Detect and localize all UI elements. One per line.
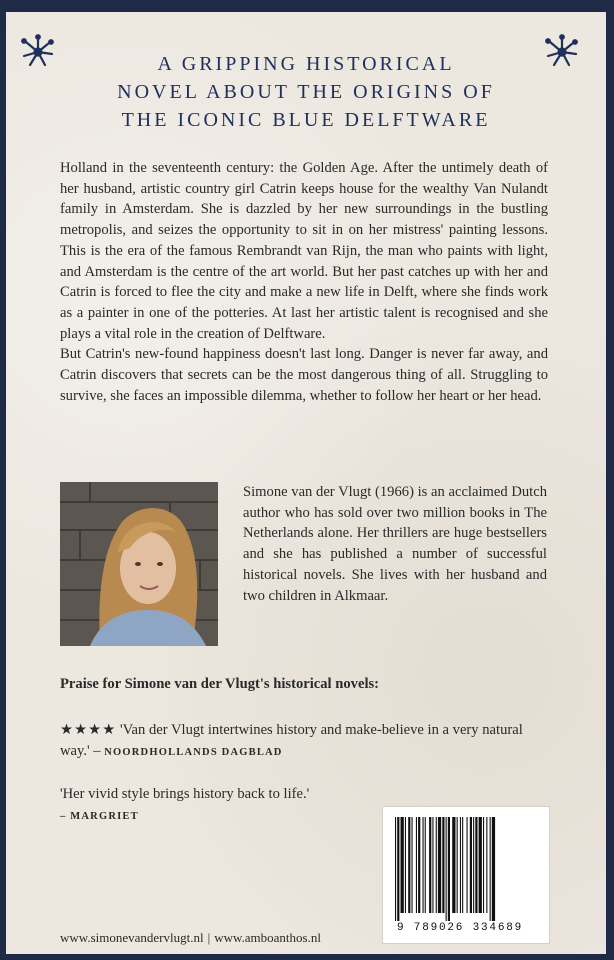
headline-line-2: NOVEL ABOUT THE ORIGINS OF bbox=[117, 81, 495, 103]
barcode-bar bbox=[486, 817, 487, 913]
author-photo bbox=[60, 482, 218, 646]
barcode-bar bbox=[467, 817, 468, 913]
author-website-link[interactable]: www.simonevandervlugt.nl bbox=[60, 930, 204, 945]
praise-heading: Praise for Simone van der Vlugt's historical novels: bbox=[60, 676, 380, 692]
barcode-bar bbox=[473, 817, 474, 913]
barcode-bar bbox=[442, 817, 444, 913]
review-quote-text: 'Her vivid style brings history back to life.' bbox=[60, 786, 310, 802]
barcode-bar bbox=[460, 817, 461, 913]
barcode-bar bbox=[423, 817, 424, 913]
barcode-bar bbox=[418, 817, 420, 913]
paper-panel bbox=[6, 12, 606, 954]
cover-edge bbox=[606, 0, 614, 960]
review-quote-text: 'Van der Vlugt intertwines history and make-believe in a very natural way.' – bbox=[60, 722, 523, 759]
isbn-barcode bbox=[382, 806, 550, 944]
barcode-bar bbox=[416, 817, 417, 913]
barcode-bar bbox=[395, 817, 396, 921]
footer-separator: | bbox=[207, 930, 211, 945]
barcode-bar bbox=[405, 817, 406, 913]
review-source: – MARGRIET bbox=[60, 811, 139, 822]
barcode-bar bbox=[452, 817, 455, 913]
barcode-bar bbox=[397, 817, 399, 921]
author-bio: Simone van der Vlugt (1966) is an acclaimed Dutch author who has sold over two million books in The Netherlands alone. Her thrillers are huge bestsellers and she has published a number of successful historical novels. She lives with her husband and two children in Alkmaar. bbox=[243, 484, 547, 604]
barcode-bar bbox=[446, 817, 447, 921]
synopsis-paragraph-1: Holland in the seventeenth century: the Golden Age. After the untimely death of her husband, artistic country girl Catrin keeps house for the wealthy Van Nulandt family in Amsterdam. She is dazzled by her new surroundings in the bustling metropolis, and seizes the opportunity to sit in on her mistress' painting lessons. This is the era of the famous Rembrandt van Rijn, the man who paints with light, and Amsterdam is the centre of the art world. But her past catches up with her and Catrin is forced to flee the city and make a new life in Delft, where she finds work as a painter in one of the potteries. At last her artistic talent is recognised and she plays a vital role in the creation of Delftware. bbox=[60, 160, 548, 342]
barcode-bar bbox=[492, 817, 495, 921]
barcode-bar bbox=[429, 817, 431, 913]
barcode-bar bbox=[483, 817, 484, 913]
barcode-bars bbox=[393, 817, 539, 921]
barcode-bar bbox=[425, 817, 426, 913]
tagline-headline bbox=[56, 50, 556, 134]
barcode-bar bbox=[448, 817, 450, 921]
star-rating: ★★★★ bbox=[60, 722, 117, 738]
barcode-bar bbox=[470, 817, 472, 913]
barcode-bar bbox=[412, 817, 413, 913]
review-source: NOORDHOLLANDS DAGBLAD bbox=[104, 747, 283, 758]
headline-line-1: A GRIPPING HISTORICAL bbox=[157, 53, 455, 75]
barcode-bar bbox=[432, 817, 433, 913]
synopsis-paragraph-2: But Catrin's new-found happiness doesn't last long. Danger is never far away, and Catrin discovers that secrets can be the most dangerous thing of all. Struggling to survive, she faces an impossible dilemma, whether to follow her heart or her head. bbox=[60, 346, 548, 404]
barcode-bar bbox=[462, 817, 463, 913]
barcode-bar bbox=[408, 817, 410, 913]
barcode-bar bbox=[490, 817, 491, 921]
barcode-bar bbox=[436, 817, 437, 913]
review-quote-1 bbox=[60, 720, 548, 763]
barcode-bar bbox=[479, 817, 482, 913]
website-footer bbox=[60, 930, 390, 946]
publisher-website-link[interactable]: www.amboanthos.nl bbox=[214, 930, 321, 945]
barcode-bar bbox=[475, 817, 477, 913]
barcode-bar bbox=[438, 817, 441, 913]
synopsis bbox=[60, 158, 548, 406]
barcode-bar bbox=[401, 817, 404, 913]
delft-flower-ornament-icon bbox=[18, 32, 58, 72]
isbn-number: 9 789026 334689 bbox=[397, 922, 524, 934]
headline-line-3: THE ICONIC BLUE DELFTWARE bbox=[121, 109, 491, 131]
barcode-bar bbox=[457, 817, 458, 913]
